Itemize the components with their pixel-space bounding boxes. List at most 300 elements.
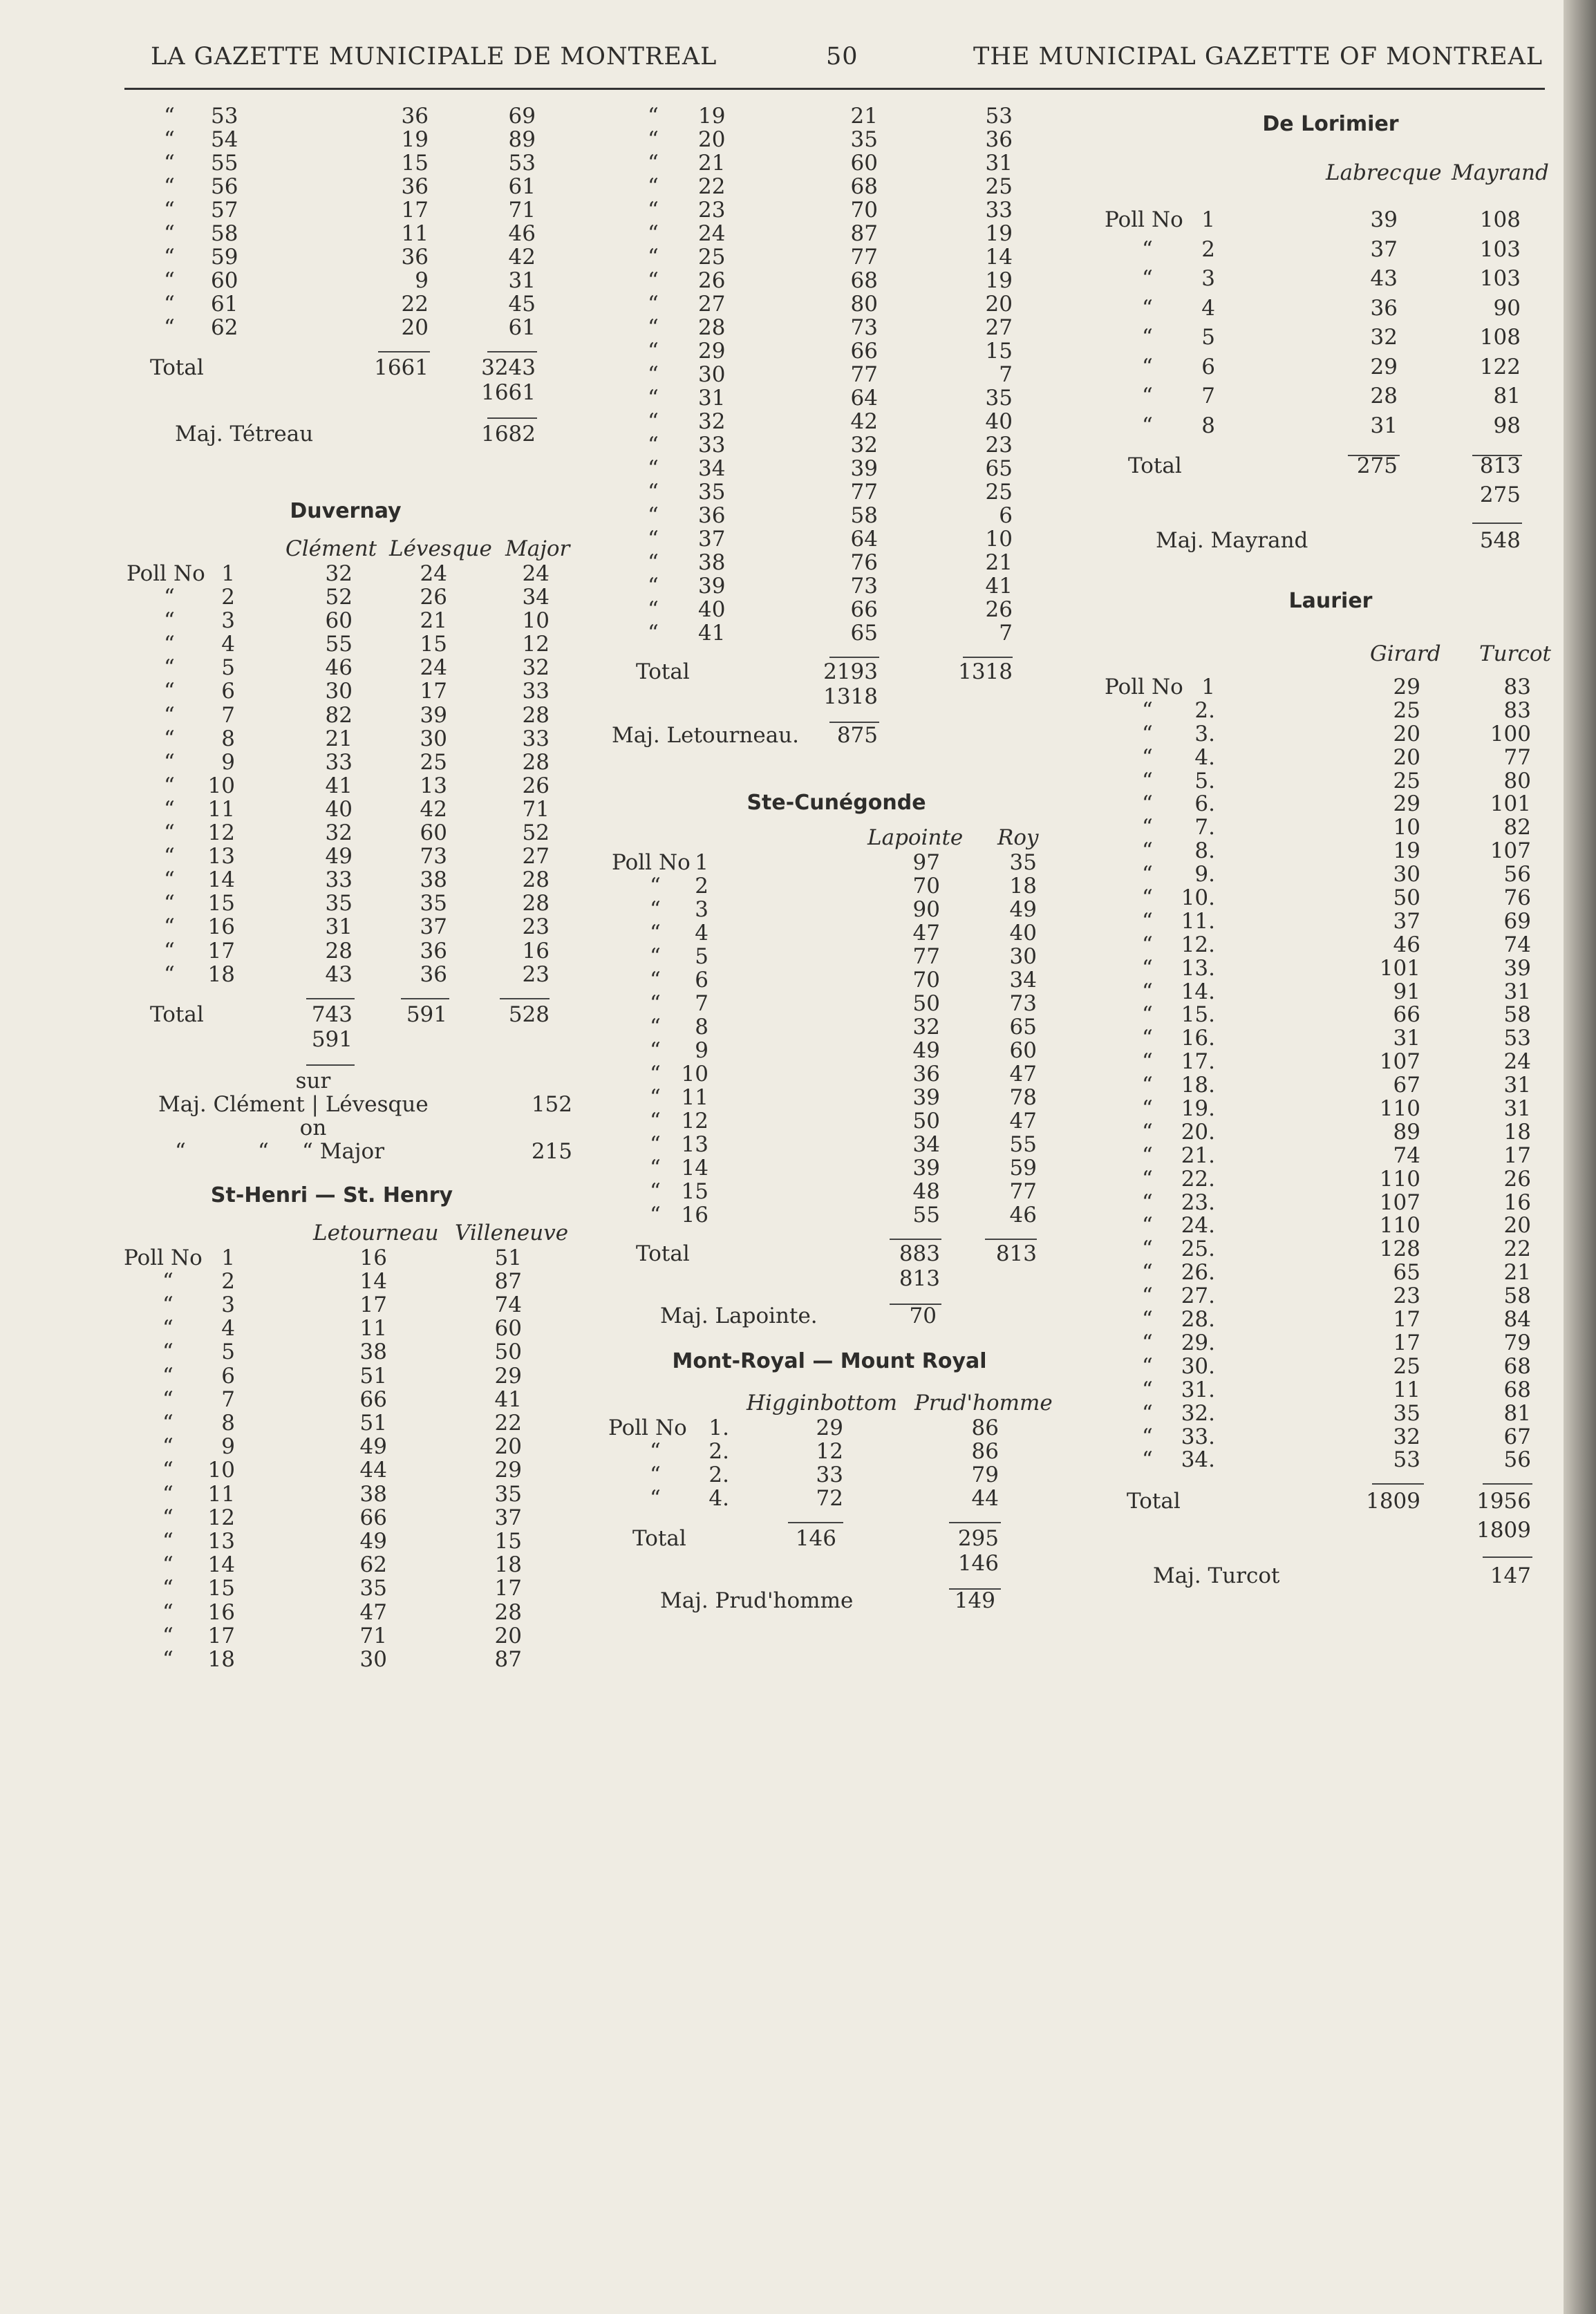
table-row: [1099, 862, 1562, 885]
poll-number: 40: [698, 597, 726, 622]
table-row: [605, 597, 1068, 621]
ditto-mark: “: [650, 1015, 661, 1040]
vote-count: 20: [985, 292, 1013, 317]
ditto-mark: “: [164, 151, 175, 176]
total-value: 295: [957, 1526, 999, 1551]
ditto-mark: “: [164, 867, 175, 893]
ditto-mark: “: [1142, 838, 1153, 864]
table-row: [605, 1462, 1068, 1486]
ditto-mark: “: [648, 198, 659, 223]
district-title: De Lorimier: [1262, 112, 1399, 136]
table-row: [605, 550, 1068, 574]
table-row: [605, 1085, 1068, 1109]
vote-count: 83: [1503, 675, 1531, 699]
vote-count: 103: [1479, 266, 1521, 291]
vote-count: 29: [494, 1363, 522, 1389]
ditto-mark: “: [175, 1138, 186, 1164]
total-sub-row: [121, 380, 591, 405]
vote-count: 73: [850, 574, 878, 599]
majority-value: 215: [531, 1138, 572, 1164]
poll-number: 54: [211, 127, 238, 152]
poll-number: 20.: [1181, 1119, 1215, 1145]
total-rule-row: [605, 1226, 1068, 1241]
ditto-mark: “: [1142, 1119, 1153, 1145]
vote-count: 55: [912, 1203, 940, 1227]
table-row: [605, 104, 1068, 127]
total-rule-row: [121, 339, 591, 355]
table-row: [605, 1038, 1068, 1062]
vote-count: 39: [1503, 955, 1531, 981]
total-value: 1956: [1476, 1489, 1531, 1514]
ditto-mark: “: [650, 1486, 661, 1511]
ditto-mark: “: [648, 245, 659, 270]
vote-count: 43: [325, 961, 353, 987]
vote-count: 14: [985, 245, 1013, 270]
vote-count: 22: [1503, 1236, 1531, 1262]
table-row: [605, 874, 1068, 897]
candidate-name: Prud'homme: [914, 1391, 1053, 1415]
vote-count: 21: [850, 104, 878, 129]
poll-number: 33.: [1181, 1424, 1215, 1449]
poll-number: 9: [695, 1038, 708, 1063]
vote-count: 49: [359, 1528, 387, 1554]
vote-count: 34: [912, 1132, 940, 1157]
poll-number: 6: [221, 679, 235, 704]
vote-count: 10: [985, 527, 1013, 552]
column-3: [1099, 104, 1562, 1591]
vote-count: 25: [1393, 768, 1420, 793]
ditto-mark: “: [650, 1085, 661, 1110]
ditto-mark: “: [164, 104, 175, 129]
ditto-mark: “: [650, 1203, 661, 1227]
total-label: Total: [1127, 1489, 1181, 1514]
vote-count: 17: [494, 1576, 522, 1601]
majority-row: [121, 1139, 591, 1163]
vote-count: 71: [522, 796, 550, 822]
poll-number: 16: [681, 1203, 708, 1227]
vote-count: 7: [999, 621, 1013, 646]
majority-value: 1682: [481, 422, 536, 446]
poll-label: Poll No: [124, 1245, 203, 1270]
majority-row: [605, 1304, 1068, 1328]
poll-number: 33: [698, 433, 726, 458]
vote-count: 25: [985, 174, 1013, 199]
vote-count: 31: [1503, 979, 1531, 1004]
table-row: [1099, 1307, 1562, 1333]
sum-rule: [1483, 1483, 1532, 1485]
vote-count: 15: [420, 632, 447, 657]
poll-number: 1: [221, 561, 235, 586]
vote-count: 66: [850, 339, 878, 364]
vote-count: 31: [985, 151, 1013, 176]
table-row: [1099, 266, 1562, 296]
vote-count: 50: [494, 1339, 522, 1365]
table-row: [121, 1434, 591, 1458]
poll-number: 2: [1201, 236, 1215, 262]
vote-count: 49: [1009, 897, 1037, 922]
ditto-mark: “: [164, 726, 175, 751]
vote-count: 31: [1393, 1026, 1420, 1051]
vote-count: 28: [522, 749, 550, 775]
table-row: [605, 897, 1068, 921]
candidate-header: [605, 1391, 1068, 1415]
table-row: [121, 221, 591, 245]
table-row: [121, 1458, 591, 1481]
poll-number: 4.: [1194, 744, 1215, 770]
vote-count: 29: [1370, 354, 1398, 379]
total-value: 3243: [481, 355, 536, 380]
vote-count: 80: [850, 292, 878, 317]
poll-number: 15: [207, 891, 235, 916]
vote-count: 10: [1393, 815, 1420, 840]
total-value: 1661: [374, 355, 429, 380]
vote-count: 68: [850, 268, 878, 293]
table-row: [605, 433, 1068, 456]
table-row: [605, 268, 1068, 292]
table-row: [605, 850, 1068, 874]
ditto-mark: “: [648, 362, 659, 387]
table-row: [121, 585, 591, 608]
ditto-mark: “: [164, 315, 175, 340]
ditto-mark: “: [648, 104, 659, 129]
vote-count: 24: [420, 655, 447, 681]
table-row: [605, 921, 1068, 944]
table-row: [121, 561, 591, 585]
table-row: [121, 1387, 591, 1411]
table-row: [605, 1156, 1068, 1179]
vote-count: 27: [522, 844, 550, 869]
table-row: [121, 608, 591, 632]
poll-number: 29.: [1181, 1330, 1215, 1355]
table-row: [605, 1132, 1068, 1156]
table-row: [605, 315, 1068, 339]
candidate-header: [121, 536, 591, 561]
ditto-mark: “: [1142, 1073, 1153, 1098]
poll-number: 32: [698, 409, 726, 434]
poll-number: 14: [207, 867, 235, 893]
table-row: [1099, 675, 1562, 698]
ditto-mark: “: [164, 773, 175, 798]
vote-count: 22: [494, 1411, 522, 1436]
table-row: [605, 362, 1068, 386]
vote-count: 53: [1503, 1026, 1531, 1051]
ditto-mark: “: [164, 127, 175, 152]
poll-number: 6.: [1194, 791, 1215, 817]
vote-count: 39: [420, 702, 447, 728]
vote-count: 76: [1503, 885, 1531, 911]
majority-label: Maj. Lapointe.: [660, 1304, 818, 1328]
table-row: [121, 1529, 591, 1552]
poll-number: 55: [211, 151, 238, 176]
ditto-mark: “: [164, 585, 175, 610]
vote-count: 32: [912, 1015, 940, 1040]
ditto-mark: “: [162, 1481, 173, 1507]
total-row: [605, 659, 1068, 684]
majority-label: Maj. Turcot: [1153, 1563, 1280, 1589]
vote-count: 30: [1393, 862, 1420, 887]
ditto-mark: “: [162, 1316, 173, 1342]
vote-count: 77: [850, 480, 878, 505]
vote-count: 73: [420, 844, 447, 869]
sur-text: sur: [295, 1068, 331, 1093]
ditto-mark: “: [1142, 697, 1153, 723]
poll-number: 31.: [1181, 1377, 1215, 1402]
ditto-mark: “: [1142, 932, 1153, 957]
table-row: [1099, 932, 1562, 956]
vote-count: 40: [985, 409, 1013, 434]
spacer: [1099, 556, 1562, 589]
poll-number: 24.: [1181, 1213, 1215, 1239]
vote-count: 46: [1009, 1203, 1037, 1227]
poll-number: 35: [698, 480, 726, 505]
ditto-mark: “: [162, 1552, 173, 1578]
vote-count: 76: [850, 550, 878, 575]
vote-count: 71: [508, 198, 536, 223]
header-french-title: LA GAZETTE MUNICIPALE DE MONTREAL: [151, 43, 717, 70]
table-row: [1099, 1049, 1562, 1073]
candidate-name: Major: [505, 536, 570, 561]
ditto-mark: “: [1142, 1377, 1153, 1402]
ditto-mark: “: [1142, 413, 1153, 438]
table-row: [121, 104, 591, 127]
ditto-mark: “: [162, 1599, 173, 1625]
ditto-mark: “: [164, 796, 175, 822]
vote-count: 11: [1393, 1377, 1420, 1402]
total-sub-row: [121, 1027, 591, 1052]
table-row: [121, 891, 591, 914]
spacer: [121, 449, 591, 499]
total-value: 1809: [1366, 1489, 1420, 1514]
vote-count: 97: [912, 850, 940, 875]
table-row: [121, 726, 591, 750]
vote-count: 15: [494, 1528, 522, 1554]
vote-count: 51: [359, 1363, 387, 1389]
vote-count: 51: [359, 1411, 387, 1436]
poll-label: Poll No: [1105, 675, 1183, 699]
poll-number: 15: [681, 1179, 708, 1204]
poll-number: 7: [1201, 384, 1215, 408]
total-rule-row: [605, 644, 1068, 659]
ditto-mark: “: [1142, 979, 1153, 1004]
vote-count: 81: [1493, 384, 1521, 408]
vote-count: 70: [912, 968, 940, 993]
vote-count: 108: [1479, 207, 1521, 232]
district-title: St-Henri — St. Henry: [210, 1183, 453, 1207]
ditto-mark: “: [648, 315, 659, 340]
total-value: 591: [406, 1001, 447, 1027]
ditto-mark: “: [162, 1576, 173, 1601]
vote-count: 32: [1370, 325, 1398, 350]
poll-number: 13: [681, 1132, 708, 1157]
vote-count: 37: [420, 914, 447, 940]
vote-count: 70: [850, 198, 878, 223]
vote-count: 31: [1503, 1096, 1531, 1122]
vote-count: 64: [850, 386, 878, 411]
header-english-title: THE MUNICIPAL GAZETTE OF MONTREAL: [973, 43, 1543, 70]
majority-value: 149: [954, 1588, 995, 1613]
poll-number: 38: [698, 550, 726, 575]
vote-count: 39: [912, 1156, 940, 1180]
table-row: [121, 914, 591, 938]
table-row: [121, 750, 591, 773]
ditto-mark: “: [164, 632, 175, 657]
vote-count: 12: [522, 632, 550, 657]
ditto-mark: “: [164, 292, 175, 317]
sum-rule: [306, 1064, 355, 1066]
sum-rule: [306, 998, 355, 999]
spacer: [605, 1377, 1068, 1391]
table-row: [1099, 1283, 1562, 1307]
vote-count: 91: [1393, 979, 1420, 1004]
vote-count: 7: [999, 362, 1013, 387]
table-row: [605, 127, 1068, 151]
vote-count: 66: [359, 1386, 387, 1412]
table-row: [605, 292, 1068, 315]
table-row: [1099, 815, 1562, 838]
table-row: [605, 1179, 1068, 1203]
ditto-mark: “: [1142, 1166, 1153, 1192]
section-title: [121, 499, 591, 527]
vote-count: 62: [359, 1552, 387, 1578]
poll-number: 9: [221, 749, 235, 775]
ditto-mark: “: [650, 1109, 661, 1134]
vote-count: 74: [1393, 1142, 1420, 1168]
poll-number: 15: [207, 1576, 235, 1601]
poll-number: 53: [211, 104, 238, 129]
total-sub-row: [605, 684, 1068, 709]
poll-number: 13.: [1181, 955, 1215, 981]
vote-count: 33: [522, 726, 550, 751]
poll-number: 5: [221, 1339, 235, 1365]
poll-number: 10.: [1181, 885, 1215, 911]
table-row: [1099, 237, 1562, 267]
poll-number: 36: [698, 503, 726, 528]
vote-count: 17: [1503, 1142, 1531, 1168]
poll-number: 34: [698, 456, 726, 481]
majority-label: Maj. Letourneau.: [612, 723, 799, 748]
ditto-mark: “: [1142, 325, 1153, 350]
vote-count: 44: [971, 1486, 999, 1511]
spacer: [121, 527, 591, 536]
vote-count: 67: [1393, 1073, 1420, 1098]
majority-row: [1099, 1563, 1562, 1591]
sum-rule: [487, 351, 537, 352]
poll-number: 39: [698, 574, 726, 599]
vote-count: 90: [1493, 295, 1521, 321]
vote-count: 26: [522, 773, 550, 798]
ditto-mark: “: [1142, 295, 1153, 321]
table-row: [1099, 1447, 1562, 1471]
majority-label: “ Major: [302, 1138, 385, 1164]
ditto-mark: “: [162, 1623, 173, 1648]
vote-count: 69: [1503, 908, 1531, 934]
ditto-mark: “: [648, 127, 659, 152]
vote-count: 19: [1393, 838, 1420, 864]
candidate-header: [605, 825, 1068, 850]
table-row: [121, 1482, 591, 1505]
total-value: 883: [899, 1241, 940, 1266]
vote-count: 66: [850, 597, 878, 622]
vote-count: 55: [1009, 1132, 1037, 1157]
poll-number: 17: [207, 1623, 235, 1648]
ditto-mark: “: [1142, 721, 1153, 746]
table-row: [1099, 1236, 1562, 1260]
on-text: on: [299, 1115, 327, 1140]
vote-count: 108: [1479, 325, 1521, 350]
majority-label: Maj. Clément | Lévesque: [158, 1091, 429, 1117]
vote-count: 87: [850, 221, 878, 246]
ditto-mark: “: [164, 655, 175, 681]
ditto-mark: “: [162, 1505, 173, 1530]
total-sub-row: [1099, 482, 1562, 510]
vote-count: 40: [325, 796, 353, 822]
vote-count: 17: [359, 1292, 387, 1318]
ditto-mark: “: [650, 1062, 661, 1087]
ditto-mark: “: [1142, 236, 1153, 262]
vote-count: 110: [1379, 1213, 1420, 1239]
vote-count: 79: [1503, 1330, 1531, 1355]
vote-count: 33: [985, 198, 1013, 223]
poll-number: 10: [681, 1062, 708, 1087]
poll-label: Poll No: [608, 1415, 687, 1440]
spacer: [1099, 188, 1562, 207]
majority-value: 548: [1479, 528, 1521, 553]
vote-count: 35: [1009, 850, 1037, 875]
vote-count: 37: [1393, 908, 1420, 934]
poll-number: 14: [681, 1156, 708, 1180]
column-2: [605, 104, 1068, 1613]
candidate-header: [121, 1221, 591, 1245]
poll-number: 17.: [1181, 1049, 1215, 1075]
candidate-name: Higginbottom: [747, 1391, 897, 1415]
poll-number: 29: [698, 339, 726, 364]
table-row: [1099, 1167, 1562, 1190]
sum-rule: [890, 1239, 941, 1240]
vote-count: 47: [912, 921, 940, 946]
vote-count: 47: [359, 1599, 387, 1625]
vote-count: 51: [494, 1245, 522, 1270]
ditto-mark: “: [164, 174, 175, 199]
total-label: Total: [632, 1526, 686, 1551]
vote-count: 53: [985, 104, 1013, 129]
poll-number: 6: [695, 968, 708, 993]
sur-row: [121, 1069, 591, 1092]
table-row: [605, 527, 1068, 550]
poll-number: 21: [698, 151, 726, 176]
vote-count: 69: [508, 104, 536, 129]
ditto-mark: “: [162, 1434, 173, 1460]
vote-count: 20: [1393, 744, 1420, 770]
poll-number: 62: [211, 315, 238, 340]
vote-count: 36: [401, 245, 429, 270]
vote-count: 100: [1490, 721, 1531, 746]
total-value: 1318: [823, 684, 878, 709]
poll-number: 3.: [1194, 721, 1215, 746]
table-row: [1099, 1120, 1562, 1143]
ditto-mark: “: [648, 433, 659, 458]
ditto-mark: “: [1142, 1447, 1153, 1473]
poll-number: 34.: [1181, 1447, 1215, 1473]
sum-rule: [1483, 1556, 1532, 1558]
poll-number: 2: [221, 585, 235, 610]
ditto-mark: “: [648, 597, 659, 622]
ditto-mark: “: [164, 702, 175, 728]
vote-count: 42: [508, 245, 536, 270]
table-row: [1099, 1096, 1562, 1120]
total-value: 813: [995, 1241, 1037, 1266]
poll-number: 24: [698, 221, 726, 246]
ditto-mark: “: [648, 409, 659, 434]
